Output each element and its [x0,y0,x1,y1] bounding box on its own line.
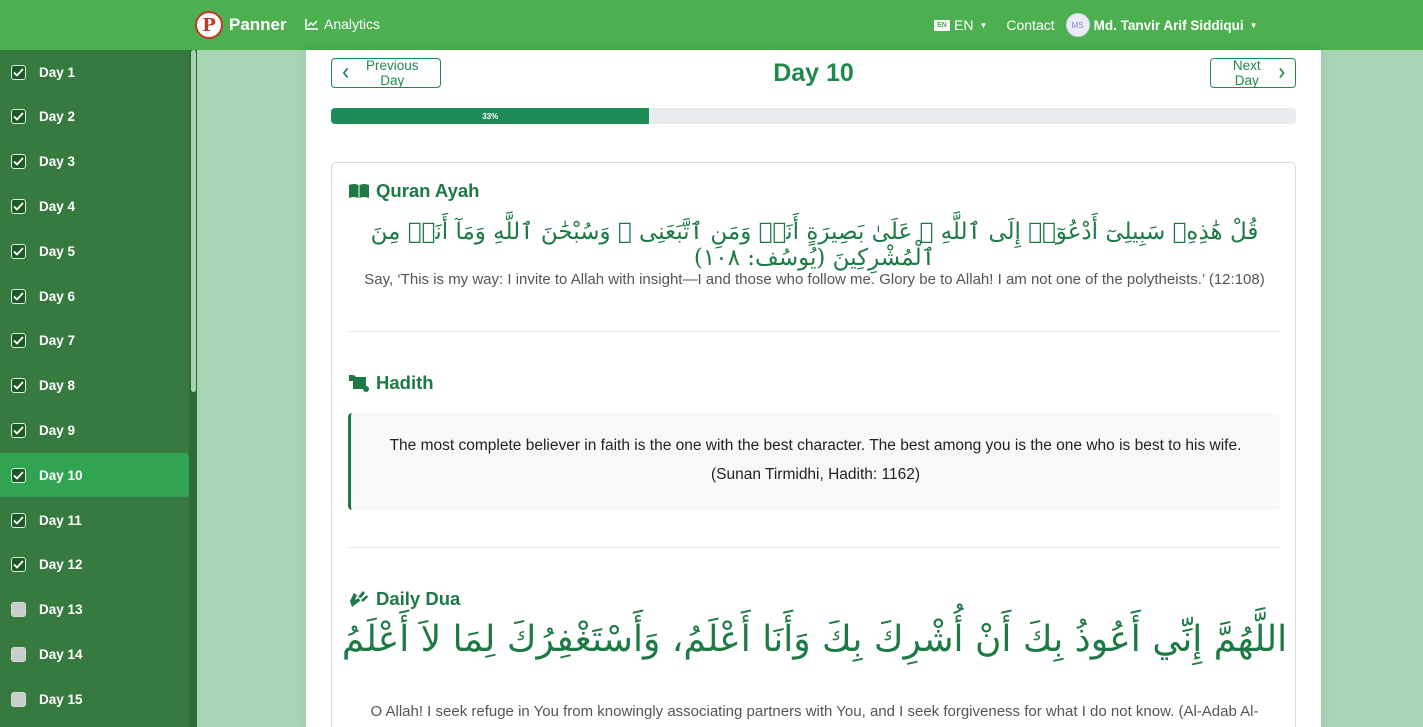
nav-analytics-label: Analytics [324,16,381,32]
day-checkbox[interactable] [11,333,26,348]
sidebar-item-label: Day 8 [39,378,76,394]
checkmark-icon [13,381,24,390]
sidebar [0,50,197,727]
sidebar-item-day-3[interactable] [0,140,189,184]
page-title: Day 10 [773,59,854,87]
dua-heading-label: Daily Dua [376,588,461,609]
checkmark-icon [13,560,24,569]
hadith-heading-label: Hadith [376,372,434,393]
quran-arabic-text: قُلْ هَٰذِهِۦ سَبِيلِىٓ أَدْعُوٓا۟ إِلَى ٱللَّهِ ۚ عَلَىٰ بَصِيرَةٍ أَنَا۠ وَمَنِ ٱتَّبَعَنِى ۖ وَسُبْحَٰنَ ٱللَّهِ وَمَآ أَنَا۠ مِنَ ٱلْمُشْرِكِينَ (يُوسُف: ١٠٨) [370,219,1259,271]
checkmark-icon [13,157,24,166]
top-navbar [0,0,1423,50]
sidebar-item-label: Day 11 [39,512,82,528]
previous-day-label: Previous Day [365,58,419,88]
sidebar-item-day-12[interactable] [0,543,189,587]
nav-contact-link[interactable]: Contact [1006,17,1055,33]
sidebar-item-day-9[interactable] [0,408,189,452]
day-checkbox[interactable] [11,468,26,483]
dua-arabic-text: اللَّهُمَّ إِنِّي أَعُوذُ بِكَ أَنْ أُشْرِكَ بِكَ وَأَنَا أَعْلَمُ، وَأَسْتَغْفِرُكَ لِمَا لاَ أَعْلَمُ [341,619,1288,660]
checkmark-icon [13,292,24,301]
next-day-label: Next Day [1232,58,1261,88]
sidebar-item-day-2[interactable] [0,95,189,139]
day-checkbox[interactable] [11,289,26,304]
hadith-quote [348,413,1280,510]
sidebar-item-day-11[interactable] [0,498,189,542]
day-checkbox[interactable] [11,692,26,707]
brand-logo-icon: P [195,11,223,39]
sidebar-item-label: Day 7 [39,333,76,349]
day-checkbox[interactable] [11,423,26,438]
sidebar-item-label: Day 15 [39,691,83,707]
sidebar-item-day-14[interactable] [0,632,189,676]
content-panel [331,162,1296,727]
sidebar-item-label: Day 2 [39,109,76,125]
sidebar-item-label: Day 9 [39,422,76,438]
language-label: EN [954,17,974,33]
day-checkbox[interactable] [11,647,26,662]
praying-hands-icon [348,589,370,609]
avatar: MS [1066,13,1090,37]
day-checkbox[interactable] [11,378,26,393]
sidebar-item-label: Day 13 [39,602,83,618]
sidebar-item-label: Day 10 [39,467,83,483]
sidebar-item-day-4[interactable] [0,184,189,228]
hadith-heading [348,372,434,394]
divider [348,547,1280,548]
checkmark-icon [13,247,24,256]
next-day-button[interactable] [1210,58,1296,88]
main-card [306,50,1321,727]
progress-bar [331,108,1296,124]
sidebar-item-day-13[interactable] [0,588,189,632]
checkmark-icon [13,202,24,211]
open-book-icon [348,183,370,199]
language-dropdown[interactable] [934,17,987,33]
sidebar-item-day-15[interactable] [0,677,189,721]
sidebar-item-day-6[interactable] [0,274,189,318]
sidebar-item-label: Day 6 [39,288,76,304]
quran-heading-label: Quran Ayah [376,180,480,201]
caret-down-icon: ▼ [979,20,988,30]
line-chart-icon [305,18,319,30]
dua-heading [348,588,460,610]
checkmark-icon [13,426,24,435]
day-checkbox[interactable] [11,109,26,124]
hadith-source: (Sunan Tirmidhi, Hadith: 1162) [710,466,921,483]
chevron-right-icon [1278,67,1285,79]
checkmark-icon [13,471,24,480]
sidebar-scrollbar-thumb[interactable] [191,50,196,392]
checkmark-icon [13,112,24,121]
sidebar-item-day-1[interactable] [0,50,189,94]
sidebar-item-label: Day 14 [39,646,83,662]
checkmark-icon [13,68,24,77]
day-checkbox[interactable] [11,557,26,572]
sidebar-item-label: Day 12 [39,557,83,573]
quran-heading [348,180,479,202]
checkmark-icon [13,516,24,525]
divider [348,331,1280,332]
day-checkbox[interactable] [11,154,26,169]
sidebar-item-label: Day 5 [39,243,76,259]
day-checkbox[interactable] [11,602,26,617]
caret-down-icon: ▼ [1249,20,1258,30]
brand-link[interactable] [195,11,287,39]
language-flag-icon: EN [934,20,950,31]
day-checkbox[interactable] [11,244,26,259]
scroll-icon [348,374,370,392]
user-name: Md. Tanvir Arif Siddiqui [1093,17,1244,33]
hadith-text: The most complete believer in faith is the one with the best character. The best among you is the one who is best to his wife. [389,437,1242,454]
checkmark-icon [13,336,24,345]
day-checkbox[interactable] [11,513,26,528]
progress-fill: 33% [331,108,649,124]
sidebar-item-day-7[interactable] [0,319,189,363]
sidebar-item-label: Day 1 [39,64,76,80]
sidebar-item-day-10[interactable] [0,453,189,497]
sidebar-item-day-8[interactable] [0,364,189,408]
dua-translation: O Allah! I seek refuge in You from knowingly associating partners with You, and I seek forgiveness for what I do not know. (Al-Adab Al- [370,703,1259,720]
brand-name: Panner [229,15,287,34]
day-checkbox[interactable] [11,65,26,80]
day-checkbox[interactable] [11,199,26,214]
nav-analytics-link[interactable] [305,16,380,32]
user-menu[interactable] [1066,13,1258,37]
sidebar-item-label: Day 4 [39,198,76,214]
quran-translation: Say, ‘This is my way: I invite to Allah with insight—I and those who follow me. Glory be to Allah! I am not one of the polytheists.’ (12:108) [364,271,1265,288]
sidebar-item-day-5[interactable] [0,229,189,273]
sidebar-item-label: Day 3 [39,154,76,170]
